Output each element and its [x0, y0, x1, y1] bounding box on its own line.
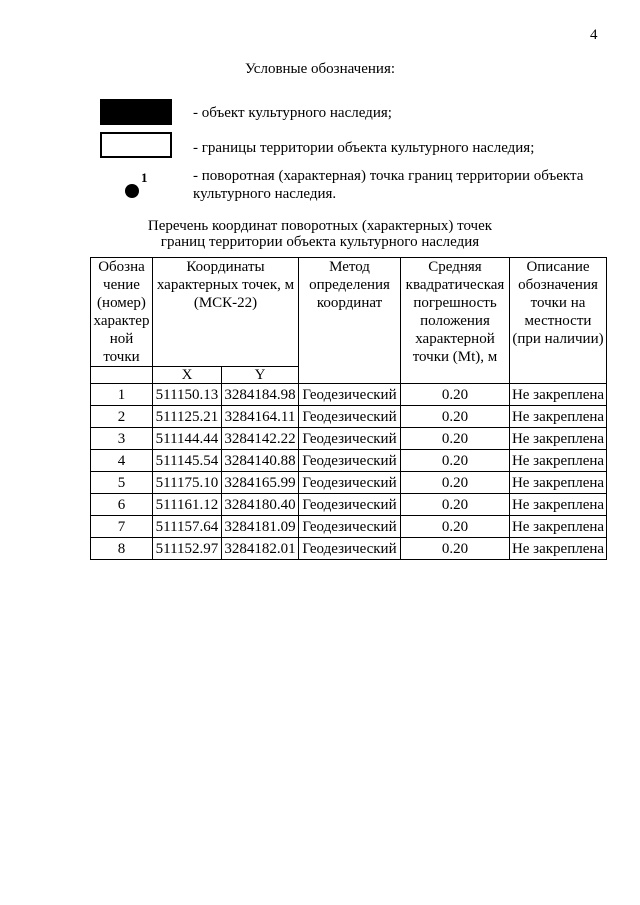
cell-method: Геодезический [299, 450, 401, 472]
list-title-line-2: границ территории объекта культурного наследия [160, 234, 480, 250]
cell-x: 511175.10 [153, 472, 222, 494]
cell-y: 3284181.09 [222, 516, 299, 538]
cell-y: 3284182.01 [222, 538, 299, 560]
legend-title: Условные обозначения: [244, 61, 396, 77]
table-row [91, 516, 607, 538]
territory-boundary-swatch [100, 132, 172, 158]
cell-x: 511161.12 [153, 494, 222, 516]
legend-text-cultural-object: - объект культурного наследия; [193, 105, 392, 121]
cell-method: Геодезический [299, 428, 401, 450]
cell-method: Геодезический [299, 538, 401, 560]
cell-error: 0.20 [401, 450, 510, 472]
cell-description: Не закреплена [510, 450, 607, 472]
table-row [91, 538, 607, 560]
cell-x: 511144.44 [153, 428, 222, 450]
cell-y: 3284165.99 [222, 472, 299, 494]
cell-error: 0.20 [401, 406, 510, 428]
cell-description: Не закреплена [510, 538, 607, 560]
header-description: Описание обозначения точки на местности (при наличии) [510, 258, 607, 384]
list-title-line-1: Перечень координат поворотных (характерных) точек [147, 218, 493, 234]
cell-num: 4 [91, 450, 153, 472]
cell-y: 3284184.98 [222, 384, 299, 406]
cell-num: 3 [91, 428, 153, 450]
header-designation-spacer [91, 367, 153, 384]
legend-text-territory-boundary: - границы территории объекта культурного наследия; [193, 140, 535, 156]
table-row [91, 406, 607, 428]
cell-num: 7 [91, 516, 153, 538]
cell-x: 511152.97 [153, 538, 222, 560]
header-designation: Обозна чение (номер) характер ной точки [91, 258, 153, 367]
header-x: X [153, 367, 222, 384]
header-method: Метод определения координат [299, 258, 401, 384]
cell-error: 0.20 [401, 472, 510, 494]
cell-description: Не закреплена [510, 494, 607, 516]
cell-method: Геодезический [299, 494, 401, 516]
cell-x: 511157.64 [153, 516, 222, 538]
header-y: Y [222, 367, 299, 384]
cell-y: 3284180.40 [222, 494, 299, 516]
cell-y: 3284142.22 [222, 428, 299, 450]
coordinates-table [90, 257, 607, 560]
cell-num: 6 [91, 494, 153, 516]
cell-num: 8 [91, 538, 153, 560]
table-row [91, 428, 607, 450]
table-row [91, 472, 607, 494]
cell-x: 511125.21 [153, 406, 222, 428]
cell-description: Не закреплена [510, 472, 607, 494]
cell-error: 0.20 [401, 494, 510, 516]
coordinates-list-title [0, 218, 640, 250]
cell-error: 0.20 [401, 384, 510, 406]
turning-point-icon [125, 184, 139, 198]
cell-error: 0.20 [401, 538, 510, 560]
legend-text-turning-point: - поворотная (характерная) точка границ территории объекта культурного наследия. [193, 168, 584, 202]
header-coordinates: Координаты характерных точек, м (МСК-22) [153, 258, 299, 367]
cell-num: 5 [91, 472, 153, 494]
cell-error: 0.20 [401, 516, 510, 538]
table-row [91, 494, 607, 516]
cell-method: Геодезический [299, 406, 401, 428]
cell-description: Не закреплена [510, 406, 607, 428]
cell-method: Геодезический [299, 384, 401, 406]
cell-num: 2 [91, 406, 153, 428]
table-row [91, 450, 607, 472]
cell-x: 511150.13 [153, 384, 222, 406]
cell-description: Не закреплена [510, 428, 607, 450]
cultural-object-swatch [100, 99, 172, 125]
header-error: Средняя квадратическая погрешность положения характерной точки (Mt), м [401, 258, 510, 384]
page-number: 4 [590, 27, 598, 43]
cell-y: 3284164.11 [222, 406, 299, 428]
cell-description: Не закреплена [510, 384, 607, 406]
cell-x: 511145.54 [153, 450, 222, 472]
cell-y: 3284140.88 [222, 450, 299, 472]
cell-error: 0.20 [401, 428, 510, 450]
cell-method: Геодезический [299, 516, 401, 538]
cell-method: Геодезический [299, 472, 401, 494]
table-row [91, 384, 607, 406]
cell-description: Не закреплена [510, 516, 607, 538]
cell-num: 1 [91, 384, 153, 406]
turning-point-label: 1 [141, 170, 148, 185]
